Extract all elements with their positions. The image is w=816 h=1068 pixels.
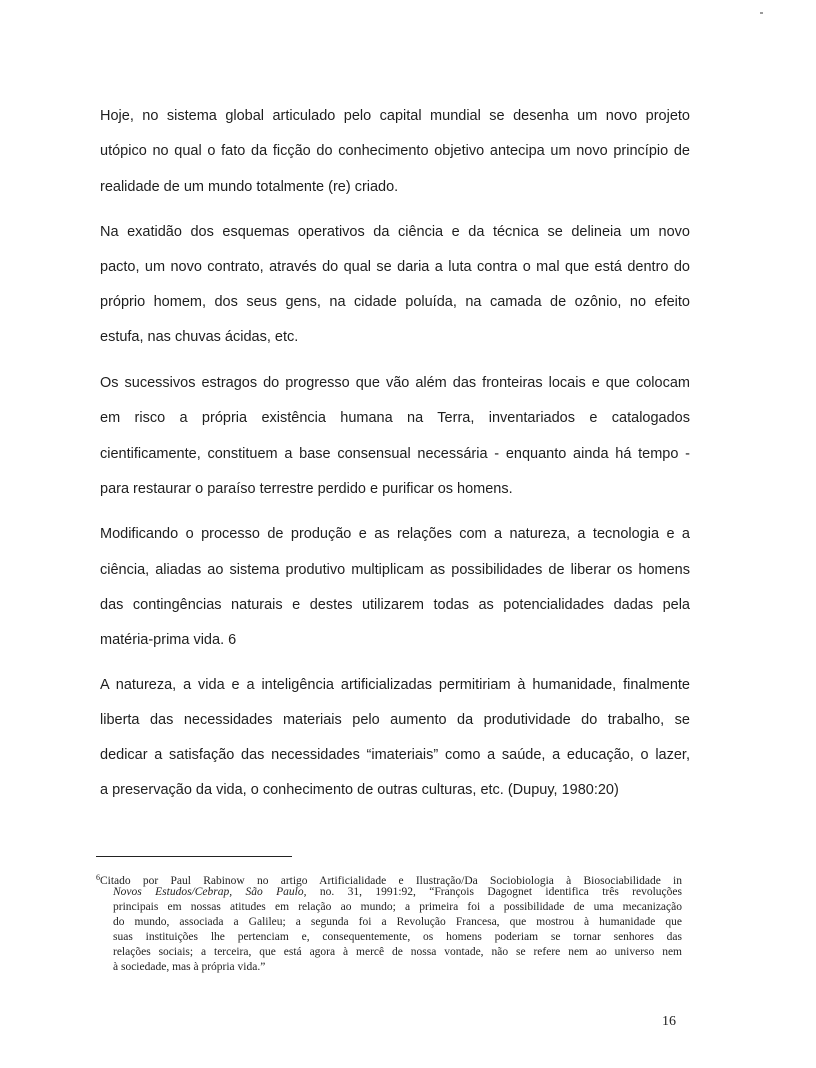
- body-line: Os sucessivos estragos do progresso que vão além das fronteiras locais e que colocam: [100, 375, 690, 391]
- footnote-line: à sociedade, mas à própria vida.”: [113, 961, 266, 973]
- body-line: dedicar a satisfação das necessidades “imateriais” como a saúde, a educação, o lazer,: [100, 747, 690, 763]
- body-line: ciência, aliadas ao sistema produtivo multiplicam as possibilidades de liberar os homens: [100, 562, 690, 578]
- body-line: matéria-prima vida. 6: [100, 632, 237, 648]
- body-line: a preservação da vida, o conhecimento de outras culturas, etc. (Dupuy, 1980:20): [100, 782, 619, 798]
- body-line: em risco a própria existência humana na Terra, inventariados e catalogados: [100, 410, 690, 426]
- body-line: pacto, um novo contrato, através do qual se daria a luta contra o mal que está dentro do: [100, 259, 690, 275]
- body-line: realidade de um mundo totalmente (re) criado.: [100, 179, 399, 195]
- body-line: Na exatidão dos esquemas operativos da ciência e da técnica se delineia um novo: [100, 224, 690, 240]
- page-number: 16: [662, 1014, 676, 1029]
- body-line: liberta das necessidades materiais pelo aumento da produtividade do trabalho, se: [100, 712, 690, 728]
- scan-mark: [760, 12, 763, 14]
- footnote-line: principais em nossas atitudes em relação ao mundo; a primeira foi a possibilidade de uma mecanização: [113, 901, 682, 913]
- body-line: estufa, nas chuvas ácidas, etc.: [100, 329, 299, 345]
- footnote-separator: [96, 856, 292, 857]
- footnote-line: do mundo, associada a Galileu; a segunda foi a Revolução Francesa, que mostrou à humanidade que: [113, 916, 682, 928]
- body-line: utópico no qual o fato da ficção do conhecimento objetivo antecipa um novo princípio de: [100, 143, 690, 159]
- body-line: próprio homem, dos seus gens, na cidade poluída, na camada de ozônio, no efeito: [100, 294, 690, 310]
- footnote-line: [113, 885, 682, 900]
- body-line: para restaurar o paraíso terrestre perdido e purificar os homens.: [100, 481, 513, 497]
- body-line: Hoje, no sistema global articulado pelo capital mundial se desenha um novo projeto: [100, 108, 690, 124]
- body-line: Modificando o processo de produção e as relações com a natureza, a tecnologia e a: [100, 526, 690, 542]
- footnote-line: relações sociais; a terceira, que está agora à mercê de nossa vontade, não se refere nem ao universo nem: [113, 946, 682, 958]
- footnote-line: suas instituições lhe pertenciam e, consequentemente, os homens poderiam se tornar senhores das: [113, 931, 682, 943]
- body-line: cientificamente, constituem a base consensual necessária - enquanto ainda há tempo -: [100, 446, 690, 462]
- footnote-marker: 6: [96, 873, 100, 882]
- body-line: das contingências naturais e destes utilizarem todas as potencialidades dadas pela: [100, 597, 690, 613]
- footnote-text: Citado por Paul Rabinow no artigo Artificialidade e Ilustração/Da Sociobiologia à Biosociabilidade in: [100, 875, 682, 887]
- footnote-text: no. 31, 1991:92, “François Dagognet identifica três revoluções: [306, 886, 682, 898]
- body-line: A natureza, a vida e a inteligência artificializadas permitiriam à humanidade, finalmente: [100, 677, 690, 693]
- footnote-citation-italic: Novos Estudos/Cebrap, São Paulo,: [113, 886, 307, 898]
